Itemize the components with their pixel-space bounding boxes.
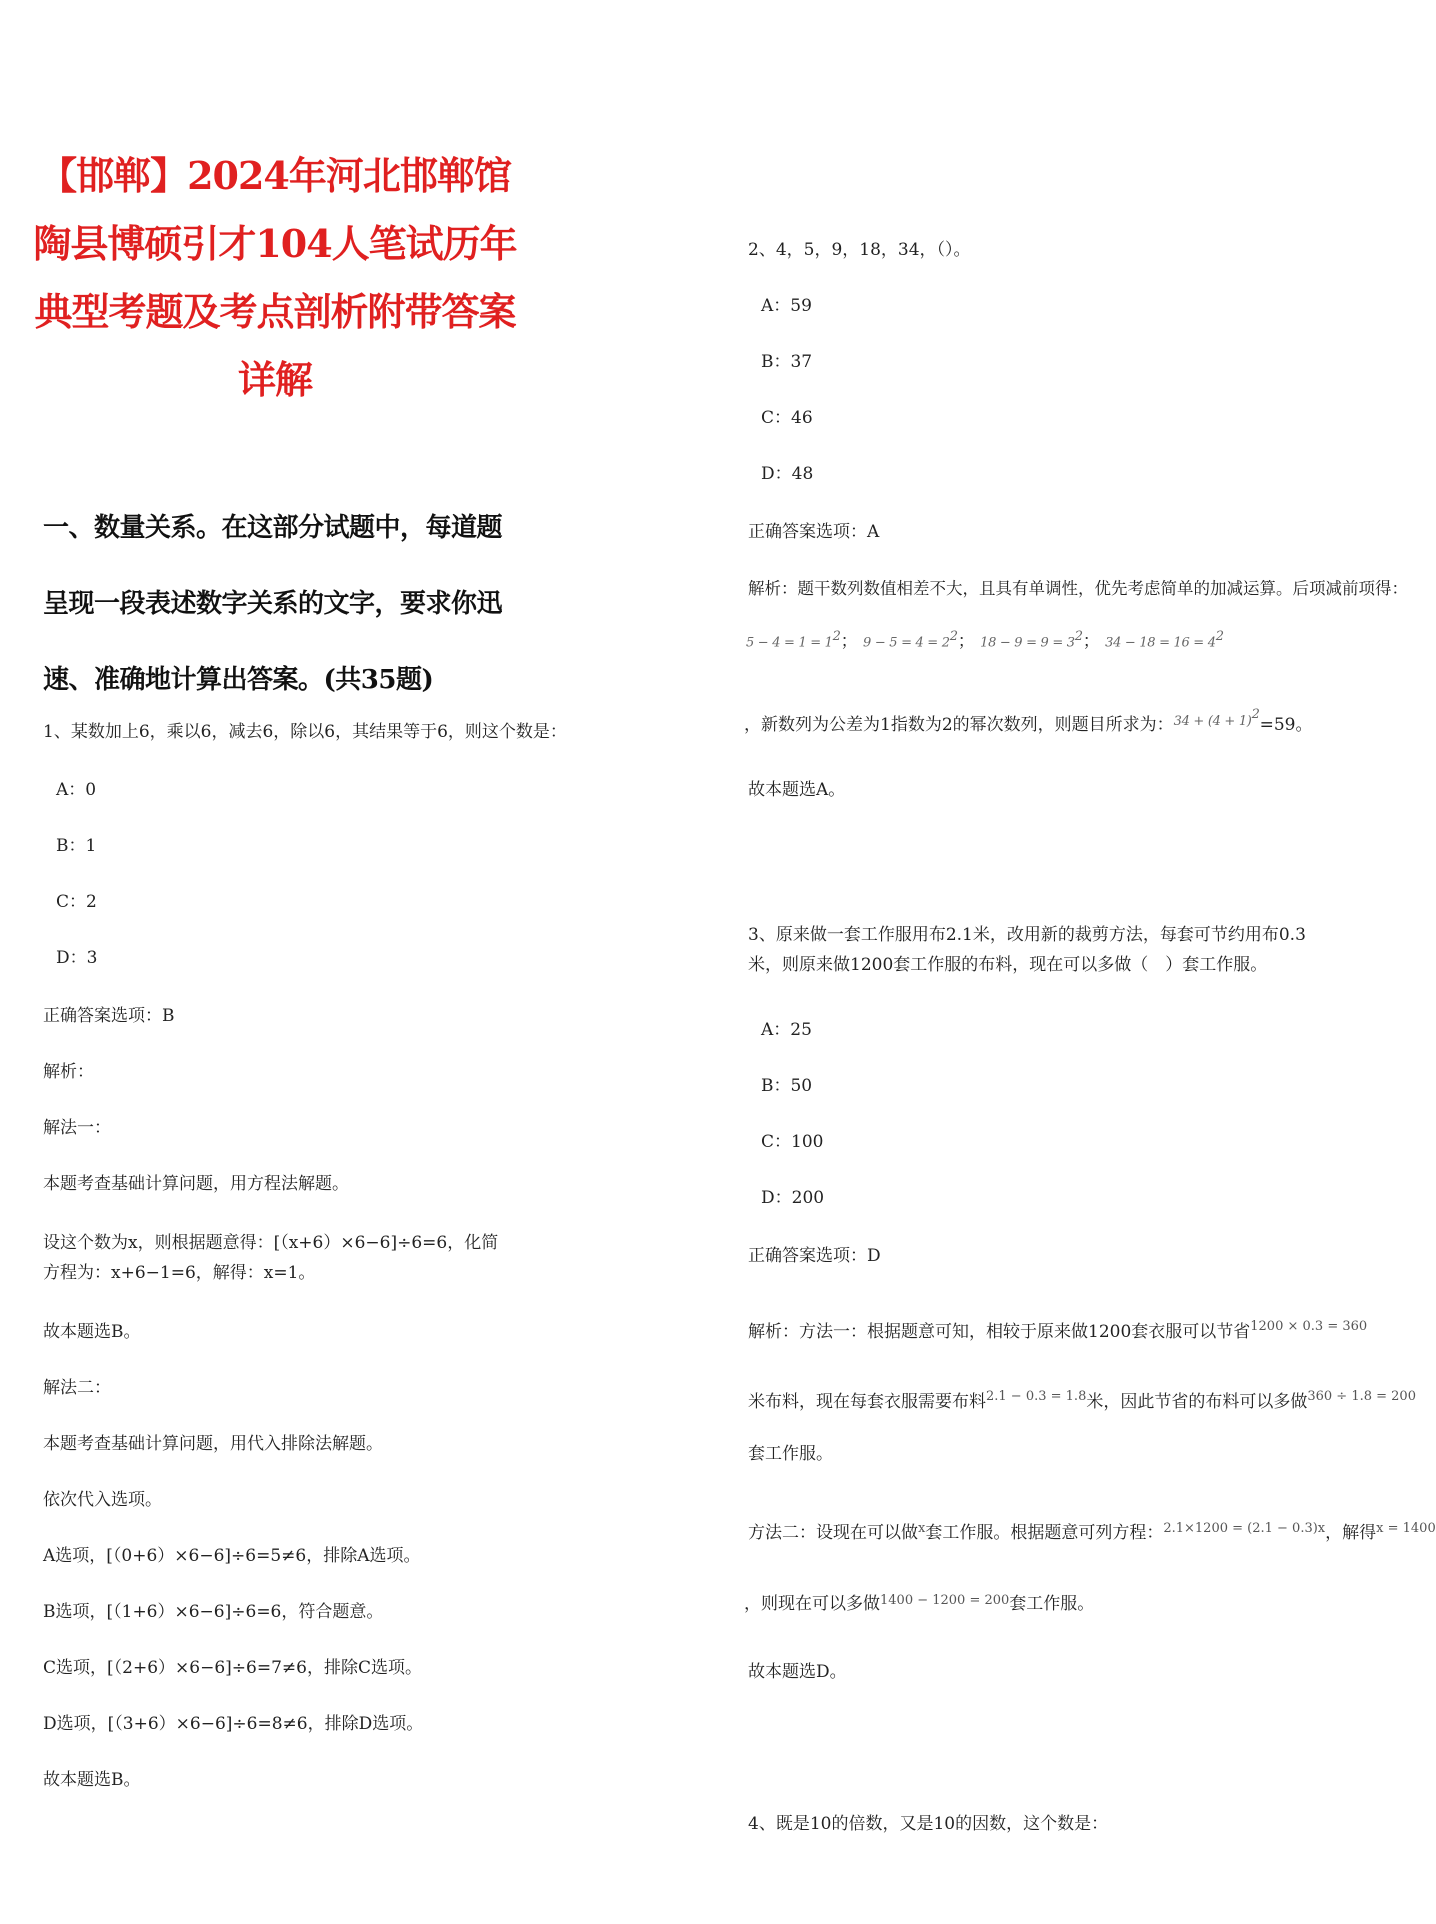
- formula-extra-sets: 360 ÷ 1.8 = 200: [1307, 1389, 1416, 1404]
- method-one-line-3: 套工作服。: [748, 1444, 833, 1464]
- option-b: B：50: [761, 1076, 813, 1096]
- equation: 2.1×1200 = (2.1 − 0.3)x: [1163, 1521, 1326, 1536]
- analysis-text: 米，因此节省的布料可以多做: [1086, 1392, 1308, 1412]
- option-b: B：37: [761, 352, 813, 372]
- correct-answer: 正确答案选项：A: [748, 522, 880, 542]
- formula-difference: 1400 − 1200 = 200: [880, 1593, 1010, 1608]
- analysis-text: 解析：题干数列数值相差不大，且具有单调性，优先考虑简单的加减运算。后项减前项得：: [748, 579, 1408, 598]
- option-d: D：200: [761, 1188, 825, 1208]
- option-d: D：48: [761, 464, 814, 484]
- method-one-line-1: [748, 1312, 1367, 1347]
- question-stem: 2、4，5，9，18，34，（）。: [748, 240, 971, 260]
- document-title: 【邯郸】2024年河北邯郸馆陶县博硕引才104人笔试历年典型考题及考点剖析附带答案详解: [33, 153, 517, 402]
- option-a: A：25: [761, 1020, 812, 1040]
- question-stem: 4、既是10的倍数，又是10的因数，这个数是：: [748, 1814, 1109, 1834]
- method-two-option-d: D选项，[（3+6）×6−6]÷6=8≠6，排除D选项。: [43, 1714, 424, 1734]
- method-two-option-b: B选项，[（1+6）×6−6]÷6=6，符合题意。: [43, 1602, 384, 1622]
- method-two-label: 解法二：: [43, 1378, 111, 1398]
- formula-4: 34 − 18 = 16 = 4: [1105, 635, 1216, 651]
- analysis-text: 套工作服。: [1009, 1594, 1095, 1614]
- analysis-text: ，则现在可以多做: [744, 1594, 880, 1614]
- method-one-equation: 设这个数为x，则根据题意得：[（x+6）×6−6]÷6=6，化简方程为：x+6−1=6，解得：x=1。: [43, 1233, 499, 1283]
- method-two-option-a: A选项，[（0+6）×6−6]÷6=5≠6，排除A选项。: [43, 1546, 421, 1566]
- correct-answer: 正确答案选项：D: [748, 1246, 881, 1266]
- option-d: D：3: [56, 948, 98, 968]
- option-a: A：59: [761, 296, 812, 316]
- result-formula: 34 + (4 + 1): [1173, 714, 1252, 729]
- option-c: C：100: [761, 1132, 824, 1152]
- method-two-step: 依次代入选项。: [43, 1490, 162, 1510]
- option-a: A：0: [56, 780, 97, 800]
- analysis-text: 方法二：设现在可以做: [748, 1523, 918, 1543]
- analysis-text: ，解得: [1325, 1523, 1377, 1543]
- analysis-text: ，新数列为公差为1指数为2的幂次数列，则题目所求为：: [744, 715, 1174, 735]
- option-c: C：46: [761, 408, 813, 428]
- conclusion: 故本题选D。: [748, 1662, 847, 1682]
- separator: ；: [1082, 631, 1100, 652]
- method-two-line-2: [744, 1586, 1094, 1619]
- formula-saved-cloth: 1200 × 0.3 = 360: [1250, 1319, 1368, 1334]
- conclusion: 故本题选A。: [748, 780, 846, 800]
- analysis-text: 套工作服。根据题意可列方程：: [925, 1523, 1164, 1543]
- difference-formulas: $5 - 4 = 1 = 1^2$； $9 - 5 = 4 = 2^2$； $18 - 9 = 9 = 3^2$； $34 - 18 = 16 = 4^2$: [746, 629, 1224, 652]
- formula-1: 5 − 4 = 1 = 1: [746, 635, 833, 651]
- option-c: C：2: [56, 892, 97, 912]
- formula-2: 9 − 5 = 4 = 2: [863, 635, 950, 651]
- question-stem: 3、原来做一套工作服用布2.1米，改用新的裁剪方法，每套可节约用布0.3米，则原来做1200套工作服的布料，现在可以多做（ ）套工作服。: [748, 925, 1306, 975]
- section-heading: 一、数量关系。在这部分试题中，每道题呈现一段表述数字关系的文字，要求你迅速、准确地计算出答案。(共35题): [43, 513, 503, 695]
- method-two-text: 本题考查基础计算问题，用代入排除法解题。: [43, 1434, 383, 1454]
- solution: x = 1400: [1376, 1521, 1436, 1536]
- analysis-continuation: ，新数列为公差为1指数为2的幂次数列，则题目所求为：$^{34 + (4 + 1)2}$=59。: [744, 707, 1313, 735]
- variable-x: x: [918, 1521, 926, 1536]
- method-one-label: 解法一：: [43, 1118, 111, 1138]
- method-one-line-2: [748, 1382, 1416, 1417]
- method-two-line-1: [748, 1514, 1436, 1548]
- formula-3: 18 − 9 = 9 = 3: [980, 635, 1075, 651]
- question-stem: 1、某数加上6，乘以6，减去6，除以6，其结果等于6，则这个数是：: [43, 722, 567, 742]
- method-two-conclusion: 故本题选B。: [43, 1770, 141, 1790]
- separator: ；: [840, 631, 858, 652]
- method-one-conclusion: 故本题选B。: [43, 1322, 141, 1342]
- analysis-label: 解析：: [43, 1062, 94, 1082]
- separator: ；: [957, 631, 975, 652]
- method-two-option-c: C选项，[（2+6）×6−6]÷6=7≠6，排除C选项。: [43, 1658, 422, 1678]
- analysis-text: 解析：方法一：根据题意可知，相较于原来做1200套衣服可以节省: [748, 1322, 1251, 1342]
- correct-answer: 正确答案选项：B: [43, 1006, 175, 1026]
- analysis-text: 米布料，现在每套衣服需要布料: [748, 1392, 986, 1412]
- formula-new-cloth: 2.1 − 0.3 = 1.8: [986, 1389, 1087, 1404]
- result-value: =59。: [1259, 715, 1313, 735]
- method-one-text: 本题考查基础计算问题，用方程法解题。: [43, 1174, 349, 1194]
- option-b: B：1: [56, 836, 97, 856]
